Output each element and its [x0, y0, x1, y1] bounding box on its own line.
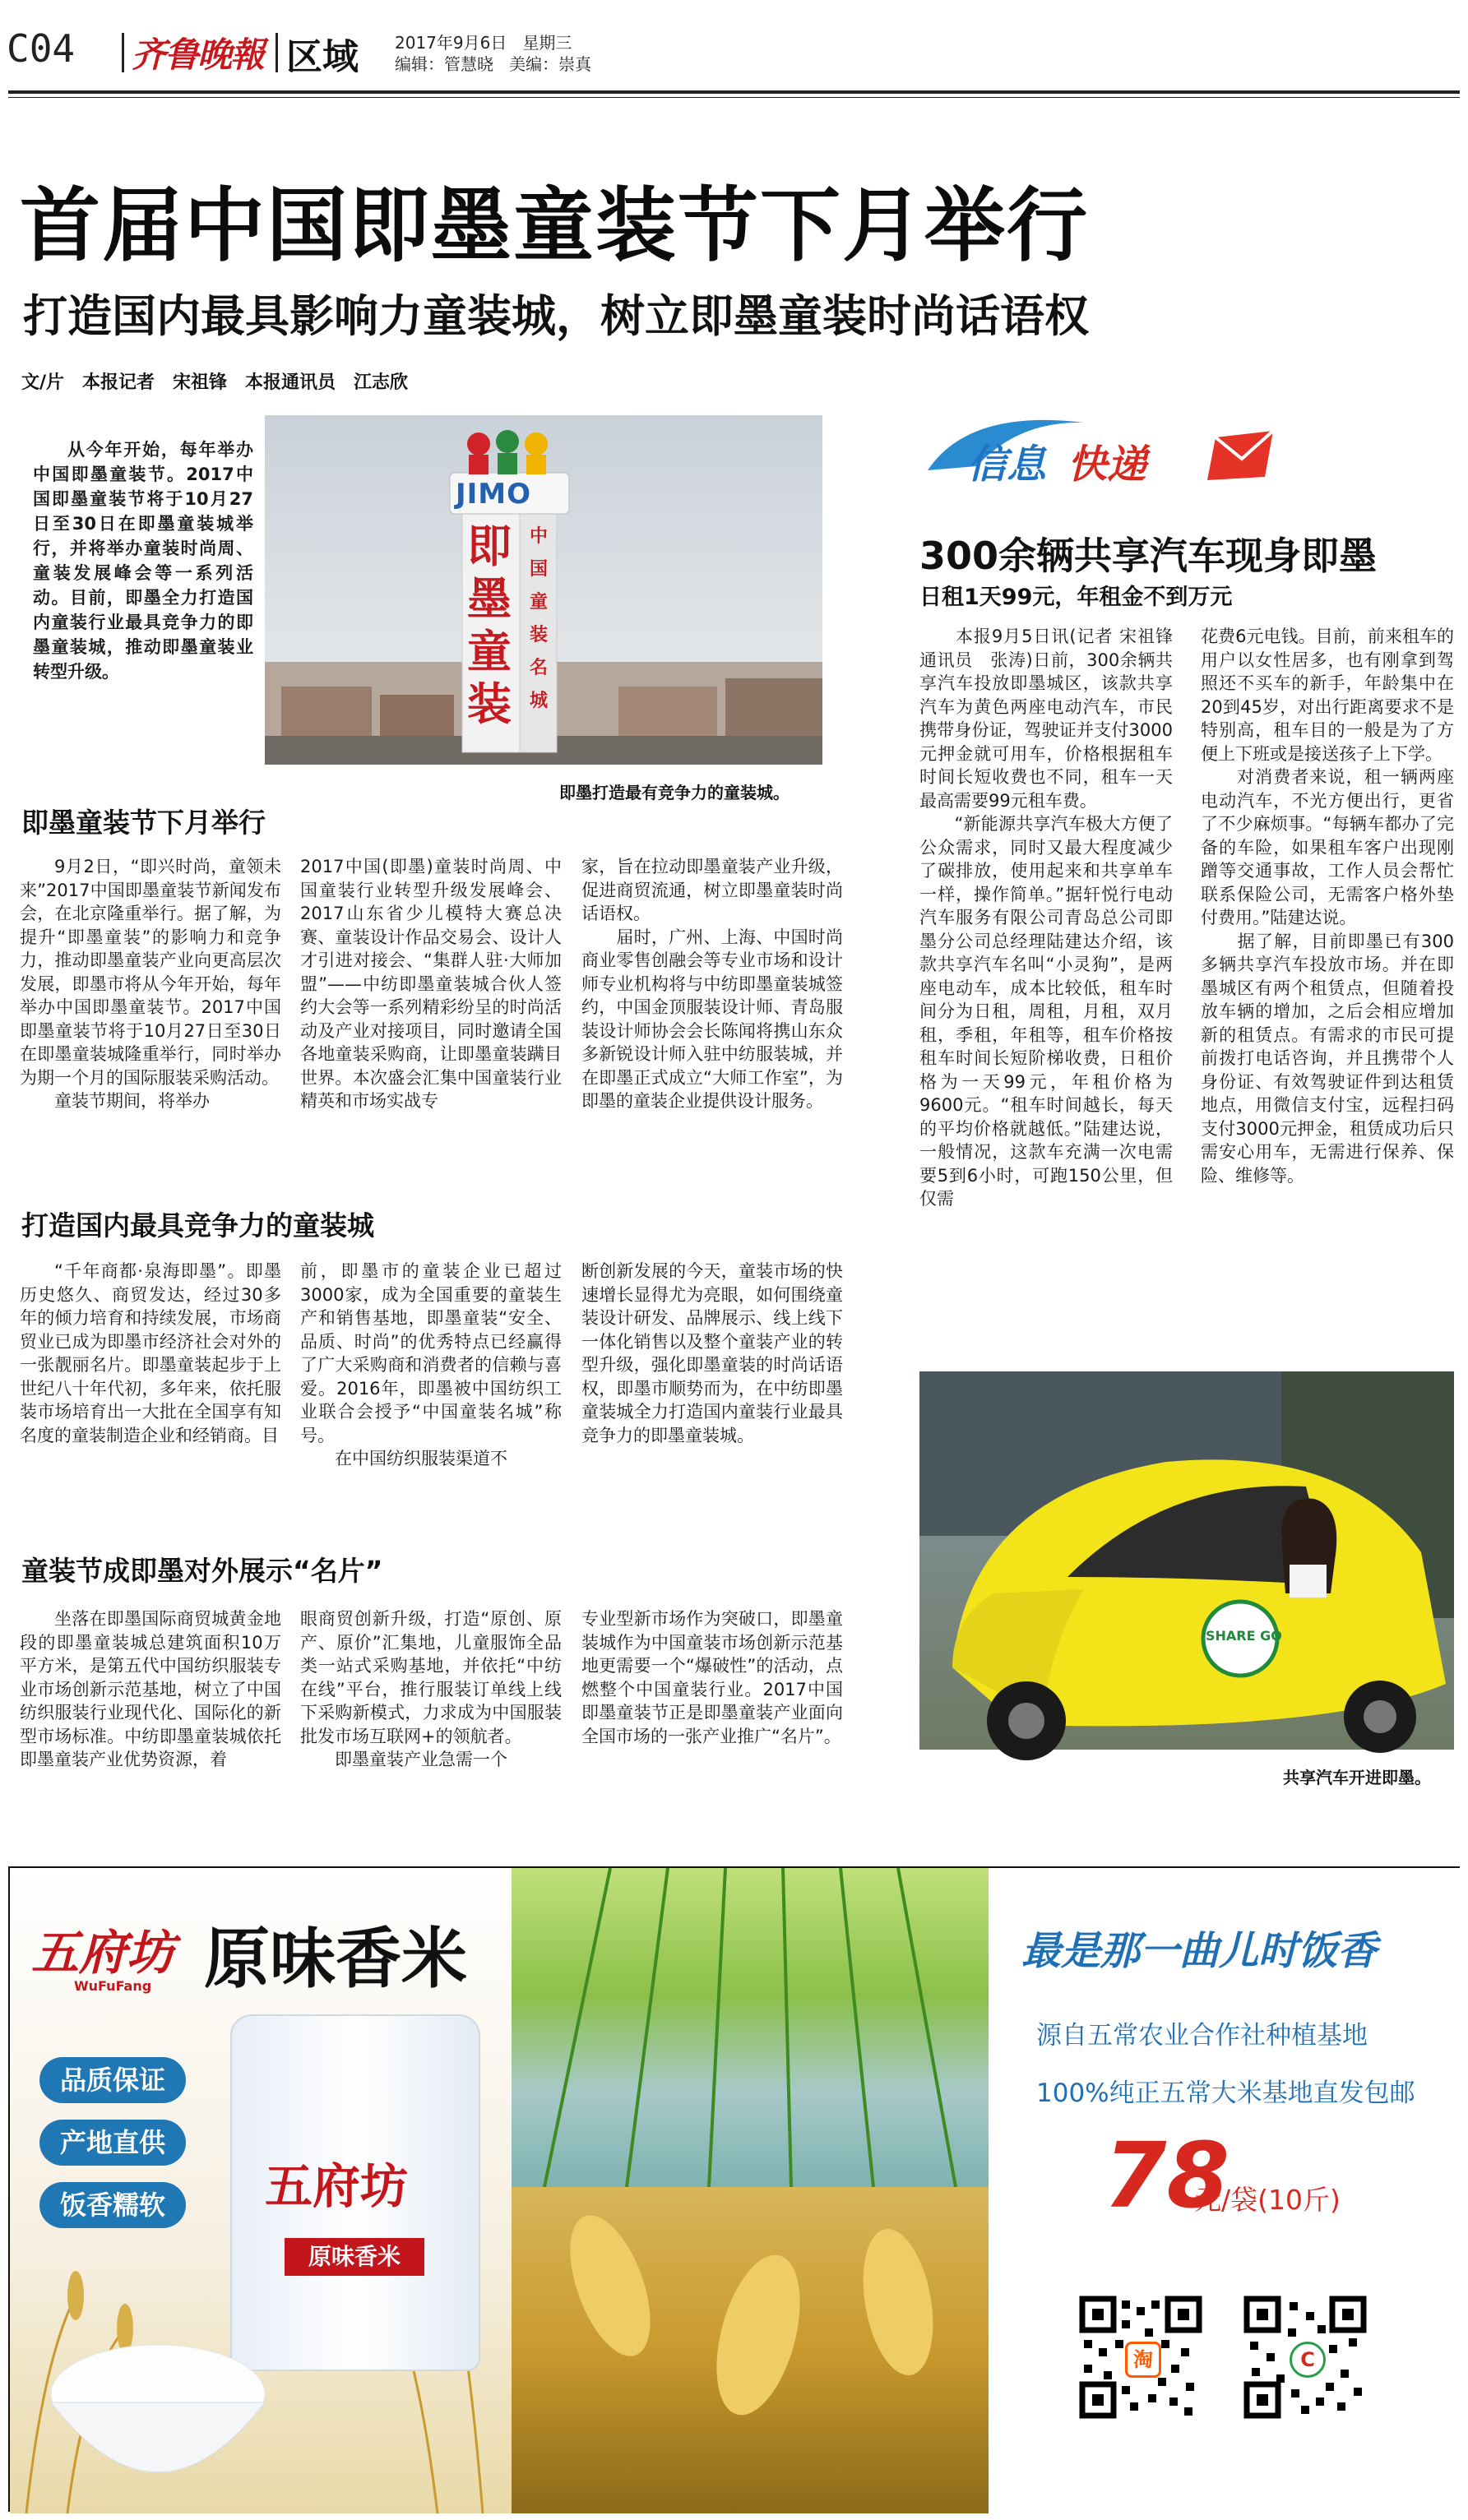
shop-badge: C — [1290, 2342, 1326, 2378]
lead-photo — [265, 415, 822, 765]
badge-taste: 饭香糯软 — [39, 2182, 186, 2228]
header-rule-thin — [8, 97, 1460, 98]
badge-origin: 产地直供 — [39, 2120, 186, 2166]
car-logo-text: SHARE GO — [1206, 1628, 1282, 1644]
side-photo — [919, 1371, 1454, 1750]
bag-label: 原味香米 — [285, 2238, 424, 2276]
rice-advertisement — [8, 1866, 1460, 2512]
lead-subhead: 打造国内最具影响力童装城，树立即墨童装时尚话语权 — [23, 290, 1089, 342]
lead-headline: 首届中国即墨童装节下月举行 — [20, 179, 1090, 273]
paper-name: 齐鲁晚報 — [132, 35, 264, 75]
ad-right-panel — [989, 1868, 1461, 2513]
lead-intro: 从今年开始，每年举办中国即墨童装节。2017中国即墨童装节将于10月27日至30日在即墨童装城举行，并将举办童装时尚周、童装发展峰会等一系列活动。目前，即墨全力打造国内童装行业最具竞争力的即墨童装城，推动即墨童装业转型升级。 — [33, 440, 253, 682]
ad-slogan: 最是那一曲儿时饭香 — [1021, 1928, 1378, 1974]
brand-pinyin: WuFuFang — [74, 1978, 152, 1994]
logo-text-red: 快递 — [1067, 442, 1147, 488]
rice-ears — [512, 2187, 989, 2513]
badge-quality: 品质保证 — [39, 2057, 186, 2103]
taobao-badge: 淘 — [1125, 2342, 1161, 2378]
qr-code-shop[interactable] — [1243, 2296, 1367, 2419]
editor-credits — [395, 51, 591, 75]
brand-name: 五府坊 — [31, 1925, 175, 1981]
section3-col1: 坐落在即墨国际商贸城黄金地段的即墨童装城总建筑面积10万平方米，是第五代中国纺织服装专业市场创新示范基地，树立了中国纺织服装行业现代化、国际化的新型市场标准。中纺即墨童装城依托即墨童装产业优势资源，着 — [20, 1609, 281, 1769]
section2-col2: 前，即墨市的童装企业已超过3000家，成为全国重要的童装生产和销售基地，即墨童装“安全、品质、时尚”的优秀特点已经赢得了广大采购商和消费者的信赖与喜爱。2016年，即墨被中国纺织工业联合会授予“中国童装名城”称号。 在中国纺织服装渠道不 — [300, 1261, 562, 1468]
weekday: 星期三 — [522, 33, 572, 53]
rice-bowl — [35, 2328, 281, 2493]
section2-subhead: 打造国内最具竞争力的童装城 — [21, 1209, 374, 1242]
rice-bag — [230, 2014, 480, 2371]
golden-rice-photo — [512, 2187, 989, 2513]
info-express-logo — [919, 405, 1281, 495]
ad-line2: 100%纯正五常大米基地直发包邮 — [1036, 2078, 1415, 2108]
lead-photo-caption: 即墨打造最有竞争力的童装城。 — [559, 783, 790, 802]
side-photo-caption: 共享汽车开进即墨。 — [1283, 1768, 1431, 1787]
sign-logo: JIMO — [456, 478, 532, 511]
side-col2: 花费6元电钱。目前，前来租车的用户以女性居多，也有刚拿到驾照还不买车的新手，年龄集中在20到45岁，对出行距离要求不是特别高，租车目的一般是为了方便上下班或是接送孩子上下学。 对消费者来说，租一辆两座电动汽车，不光方便出行，更省了不少麻烦事。“每辆车都办了完备的车险，如果租车客户出现刚蹭等交通事故，工作人员会帮忙联系保险公司，无需客户格外垫付费用。”陆建达说。 据了解，目前即墨已有300多辆共享汽车投放市场。并在即墨城区有两个租赁点，但随着投放车辆的增加，之后会相应增加新的租赁点。有需求的市民可提前拨打电话咨询，并且携带个人身份证、有效驾驶证件到达租赁地点，用微信支付宝，远程扫码支付3000元押金，租赁成功后只需安心用车，无需进行保养、保险、维修等。 — [1201, 627, 1454, 1186]
byline: 文/片 本报记者 宋祖锋 本报通讯员 江志欣 — [21, 372, 409, 393]
paddy-rows — [512, 1868, 989, 2187]
section-name: 区域 — [286, 36, 359, 78]
sign-big-text: 即墨童装 — [467, 520, 512, 730]
date: 2017年9月6日 — [395, 33, 507, 53]
editor: 编辑：管慧晓 — [395, 54, 493, 74]
sign-small-text: 中国童装名城 — [530, 526, 549, 711]
rice-paddy-photo — [512, 1868, 989, 2187]
section3-col2: 眼商贸创新升级，打造“原创、原产、原价”汇集地，儿童服饰全品类一站式采购基地，并依托“中纺在线”平台，推行服装订单线上线下采购新模式，力求成为中国服装批发市场互联网+的领航者。 即墨童装产业急需一个 — [300, 1609, 562, 1769]
section1-col1: 9月2日，“即兴时尚，童领未来”2017中国即墨童装节新闻发布会，在北京隆重举行。据了解，为提升“即墨童装”的影响力和竞争力，推动即墨童装产业向更高层次发展，即墨市将从今年开始，每年举办中国即墨童装节。2017中国即墨童装节将于10月27日至30日在即墨童装城隆重举行，同时举办为期一个月的国际服装采购活动。 童装节期间，将举办 — [20, 857, 281, 1111]
side-subhead: 日租1天99元，年租金不到万元 — [919, 585, 1233, 610]
ad-price-unit: 元/袋(10斤) — [1194, 2184, 1341, 2216]
section2-col3: 断创新发展的今天，童装市场的快速增长显得尤为亮眼，如何围绕童装设计研发、品牌展示、线上线下一体化销售以及整个童装产业的转型升级，强化即墨童装的时尚话语权，即墨市顺势而为，在中纺即墨童装城全力打造国内童装行业最具竞争力的即墨童装城。 — [581, 1261, 843, 1445]
section1-col2: 2017中国(即墨)童装时尚周、中国童装行业转型升级发展峰会、2017山东省少儿模特大赛总决赛、童装设计作品交易会、设计人才引进对接会、“集群人驻·大师加盟”——中纺即墨童装城合伙人签约大会等一系列精彩纷呈的时尚活动及产业对接项目，同时邀请全国各地童装采购商，让即墨童装蹒目世界。本次盛会汇集中国童装行业精英和市场实战专 — [300, 857, 562, 1111]
designer: 美编：崇真 — [509, 54, 592, 74]
section2-col1: “千年商都·泉海即墨”。即墨历史悠久、商贸发达，经过30多年的倾力培育和持续发展，市场商贸业已成为即墨市经济社会对外的一张靓丽名片。即墨童装起步于上世纪八十年代初，多年来，依托服装市场培育出一大批在全国享有知名度的童装制造企业和经销商。目 — [20, 1261, 281, 1445]
section1-col3: 家，旨在拉动即墨童装产业升级，促进商贸流通，树立即墨童装时尚话语权。 届时，广州、上海、中国时尚商业零售创融会等专业市场和设计师专业机构将与中纺即墨童装城签约，中国金顶服装设计师、青岛服装设计师协会会长陈闻将携山东众多新锐设计师入驻中纺服装城，并在即墨正式成立“大师工作室”，为即墨的童装企业提供设计服务。 — [581, 857, 843, 1111]
section1-subhead: 即墨童装节下月举行 — [21, 807, 266, 839]
issue-date — [395, 30, 572, 53]
side-col1: 本报9月5日讯(记者 宋祖锋 通讯员 张涛)日前，300余辆共享汽车投放即墨城区，该款共享汽车为黄色两座电动汽车，市民携带身份证，驾驶证并支付3000元押金就可用车，价格根据租车时间长短收费也不同，租车一天最高需要99元租车费。 “新能源共享汽车极大方便了公众需求，同时又最大程度减少了碳排放，使用起来和共享单车一样，操作简单。”据轩悦行电动汽车服务有限公司青岛总公司即墨分公司总经理陆建达介绍，该款共享汽车名叫“小灵狗”，是两座电动车，成本比较低，租车时间分为日租，周租，月租，双月租，季租，年租等，租车价格按租车时间长短阶梯收费，日租价格为一天99元，年租价格为9600元。“租车时间越长，每天的平均价格就越低。”陆建达说，一般情况，这款车充满一次电需要5到6小时，可跑150公里，但仅需 — [919, 627, 1173, 1209]
car-graphic — [919, 1371, 1454, 1750]
page-number: C04 — [7, 26, 76, 71]
header-divider — [276, 33, 278, 72]
bag-brand: 五府坊 — [265, 2158, 409, 2214]
header-rule — [8, 90, 1460, 94]
ad-price: 78 — [1104, 2123, 1230, 2228]
header-divider — [122, 33, 124, 72]
section3-col3: 专业型新市场作为突破口，即墨童装城作为中国童装市场创新示范基地更需要一个“爆破性”的活动，点燃整个中国童装行业。2017中国即墨童装节正是即墨童装产业面向全国市场的一张产业推广“名片”。 — [581, 1609, 843, 1746]
logo-text-blue: 信息 — [967, 442, 1047, 488]
product-name: 原味香米 — [204, 1921, 467, 1997]
ad-line1: 源自五常农业合作社种植基地 — [1036, 2021, 1368, 2051]
side-headline: 300余辆共享汽车现身即墨 — [919, 534, 1378, 578]
section3-subhead: 童装节成即墨对外展示“名片” — [21, 1555, 383, 1587]
ad-left-panel — [10, 1868, 512, 2513]
qr-code-taobao[interactable] — [1079, 2296, 1202, 2419]
